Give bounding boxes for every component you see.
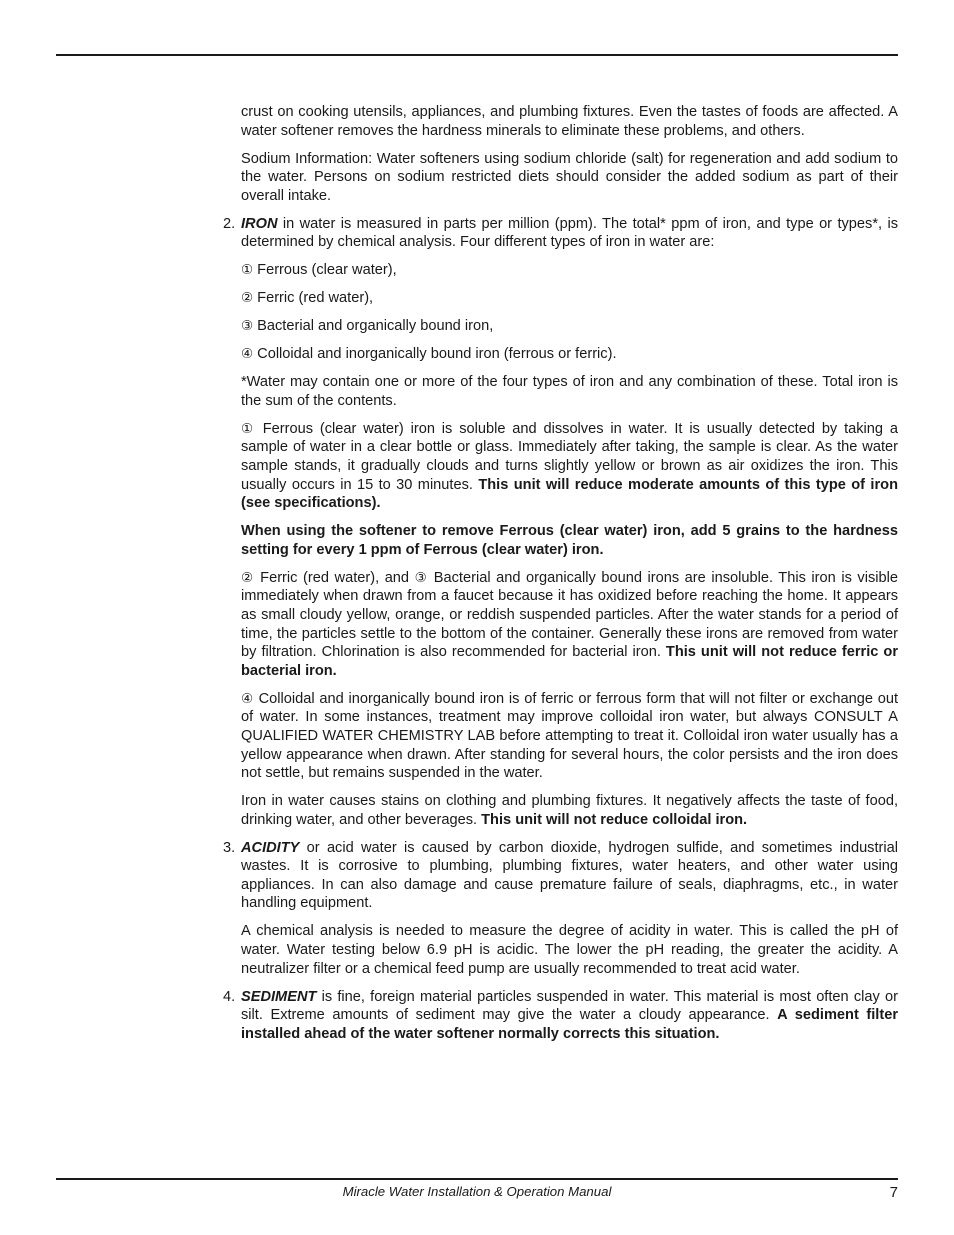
header-rule (56, 54, 898, 56)
iron-type-2: ② Ferric (red water), (241, 290, 374, 307)
circled-four-icon: ④ (241, 690, 254, 707)
item-number: 4. (223, 988, 236, 1005)
ferrous-paragraph: ① Ferrous (clear water) iron is soluble and dissolves in water. It is usually detected by taking a sample of water in a clear bottle or glass. Immediately after taking, the sample is clear. As the water sample stands, it gradually clouds and turns slightly yellow or brown as air oxidizes the iron. This usually occurs in 15 to 30 minutes. This unit will reduce moderate amounts of this type of iron (see specifications). (241, 420, 898, 512)
ferrous-hardness-note: When using the softener to remove Ferrous (clear water) iron, add 5 grains to the hardness setting for every 1 ppm of Ferrous (clear water) iron. (241, 523, 898, 558)
iron-type-4: ④ Colloidal and inorganically bound iron (ferrous or ferric). (241, 346, 617, 363)
item-number: 3. (223, 839, 236, 856)
ferric-paragraph: ② Ferric (red water), and ③ Bacterial and organically bound irons are insoluble. This iron is visible immediately when drawn from a faucet because it has oxidized before reaching the home. It appears as small cloudy yellow, orange, or reddish suspended particles. After the water stands for a period of time, the particles settle to the bottom of the container. Generally these irons are removed from water by filtration. Chlorination is also recommended for bacterial iron. This unit will not reduce ferric or bacterial iron. (241, 569, 898, 679)
colloidal-paragraph: ④ Colloidal and inorganically bound iron is of ferric or ferrous form that will not filter or exchange out of water. In some instances, treatment may improve colloidal iron water, but always CONSULT A QUALIFIED WATER CHEMISTRY LAB before attempting to treat it. Colloidal iron water usually has a yellow appearance when drawn. After standing for several hours, the color persists and the iron does not settle, but remains suspended in the water. (241, 690, 899, 782)
item-number: 2. (223, 215, 236, 232)
circled-four-icon: ④ (241, 346, 254, 363)
footer-manual-title: Miracle Water Installation & Operation Manual (342, 1184, 612, 1199)
acidity-ph-paragraph: A chemical analysis is needed to measure the degree of acidity in water. This is called the pH of water. Water testing below 6.9 pH is acidic. The lower the pH reading, the greater the acidity. A neutralizer filter or a chemical feed pump are usually recommended to treat acid water. (241, 923, 898, 977)
sediment-term: SEDIMENT (241, 988, 317, 1005)
manual-body (223, 103, 899, 1053)
ferric-capability: This unit will not reduce ferric or bacterial iron. (241, 644, 898, 679)
circled-three-icon: ③ (414, 569, 429, 586)
page-number: 7 (889, 1184, 898, 1201)
circled-one-icon: ① (241, 262, 254, 279)
sodium-info-paragraph: Sodium Information: Water softeners using sodium chloride (salt) for regeneration and add sodium to the water. Persons on sodium restricted diets should consider the added sodium as part of their overall intake. (241, 150, 898, 204)
iron-intro: in water is measured in parts per million (ppm). The total* ppm of iron, and type or types*, is determined by chemical analysis. Four different types of iron in water are: (241, 215, 898, 251)
acidity-term: ACIDITY (241, 839, 300, 856)
sediment-recommendation: A sediment filter installed ahead of the water softener normally corrects this situation. (241, 1007, 898, 1042)
iron-note: *Water may contain one or more of the four types of iron and any combination of these. Total iron is the sum of the contents. (241, 374, 898, 409)
iron-term: IRON (241, 215, 278, 232)
iron-type-3: ③ Bacterial and organically bound iron, (241, 318, 494, 335)
iron-type-1: ① Ferrous (clear water), (241, 262, 397, 279)
circled-two-icon: ② (241, 569, 255, 586)
circled-two-icon: ② (241, 290, 254, 307)
sediment-item: 4. SEDIMENT is fine, foreign material particles suspended in water. This material is most often clay or silt. Extreme amounts of sediment may give the water a cloudy appearance. A sediment filter installed ahead of the water softener normally corrects this situation. (223, 988, 898, 1042)
footer-rule (56, 1178, 898, 1180)
iron-item (223, 215, 898, 252)
hardness-paragraph: crust on cooking utensils, appliances, and plumbing fixtures. Even the tastes of foods are affected. A water softener removes the hardness minerals to eliminate these problems, and others. (241, 104, 898, 139)
iron-stains-paragraph: Iron in water causes stains on clothing and plumbing fixtures. It negatively affects the taste of food, drinking water, and other beverages. This unit will not reduce colloidal iron. (241, 793, 898, 828)
ferrous-capability: This unit will reduce moderate amounts of this type of iron (see specifications). (241, 476, 898, 512)
circled-one-icon: ① (241, 420, 256, 437)
circled-three-icon: ③ (241, 318, 254, 335)
colloidal-capability: This unit will not reduce colloidal iron. (481, 811, 748, 828)
acidity-item: 3. ACIDITY or acid water is caused by carbon dioxide, hydrogen sulfide, and sometimes industrial wastes. It is corrosive to plumbing, plumbing fixtures, water heaters, and other water using appliances. In can also damage and cause premature failure of seals, diaphragms, etc., in water handling equipment. (223, 839, 898, 912)
